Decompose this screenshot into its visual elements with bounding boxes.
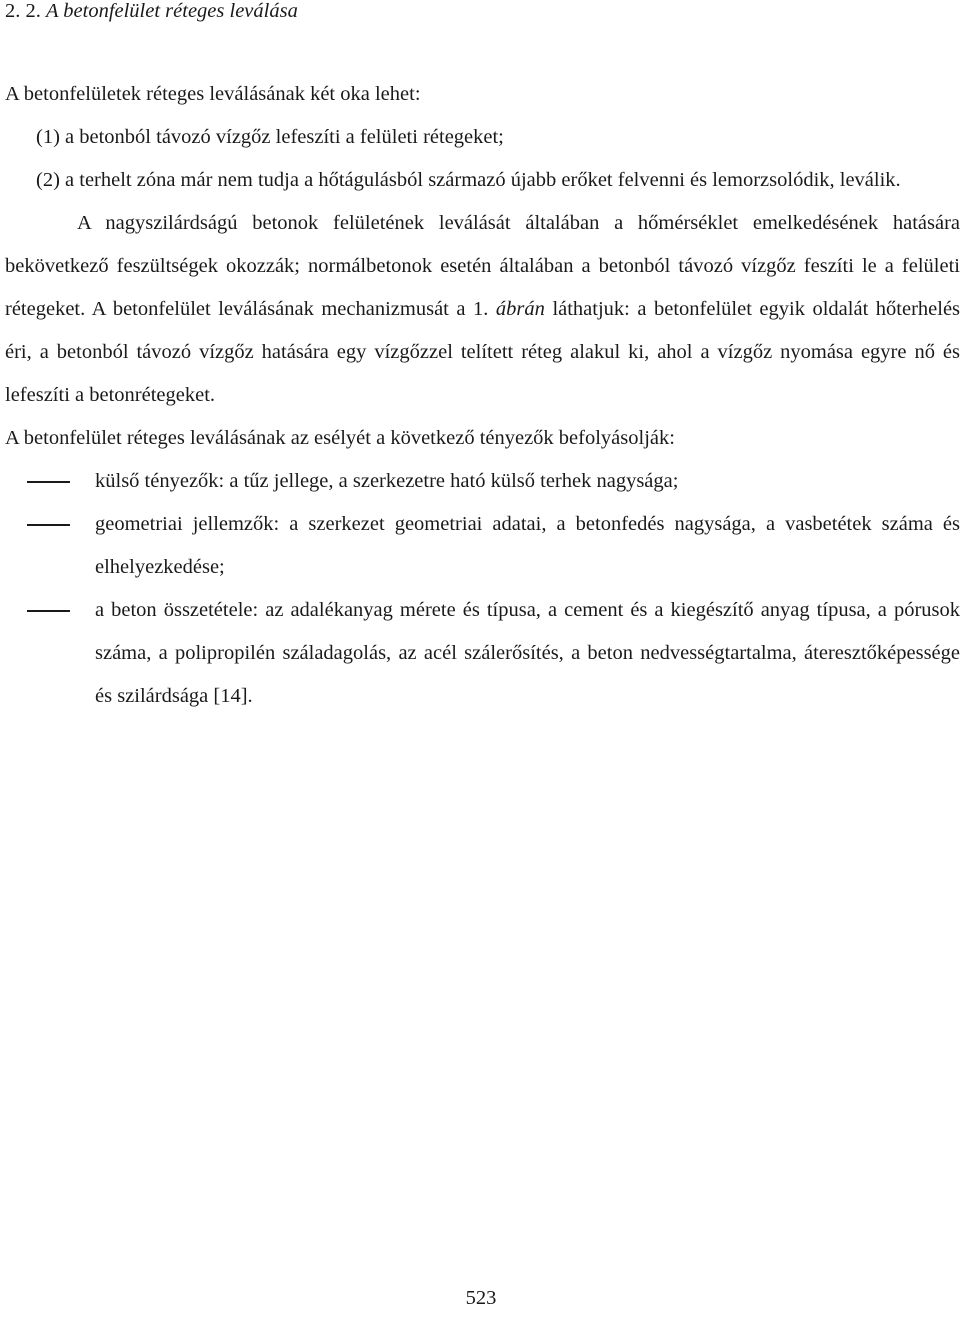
dash-bullet-icon: [27, 481, 70, 483]
intro-sentence: A betonfelületek réteges leválásának két oka lehet:: [5, 83, 421, 105]
list-item: [5, 503, 960, 589]
list-item-text: külső tényezők: a tűz jellege, a szerkezetre ható külső terhek nagysága;: [95, 470, 679, 492]
dash-bullet-icon: [27, 610, 70, 612]
section-heading: [5, 0, 298, 33]
cause-item: (1) a betonból távozó vízgőz lefeszíti a felületi rétegeket;: [36, 126, 504, 148]
factors-list: [5, 460, 960, 718]
paragraph-text-end: láthatjuk: a betonfelület egyik oldalát hőterhelés éri, a betonból távozó vízgőz hatására egy vízgőzzel telített réteg alakul ki, ahol a vízgőz nyomása egyre nő és lefeszíti a betonrétegeket.: [5, 298, 960, 406]
section-title: A betonfelület réteges leválása: [46, 0, 298, 22]
list-item: [5, 460, 960, 503]
dash-bullet-icon: [27, 524, 70, 526]
section-body: [5, 73, 960, 718]
list-item-text: geometriai jellemzők: a szerkezet geometriai adatai, a betonfedés nagysága, a vasbetétek száma és elhelyezkedése;: [95, 513, 960, 578]
mechanism-paragraph: [5, 202, 960, 417]
cause-item: (2) a terhelt zóna már nem tudja a hőtágulásból származó újabb erőket felvenni és lemorzsolódik, leválik.: [36, 169, 901, 191]
factors-intro: A betonfelület réteges leválásának az esélyét a következő tényezők befolyásolják:: [5, 427, 675, 449]
list-item: [5, 589, 960, 718]
figure-reference: ábrán: [495, 298, 545, 320]
paragraph-text-start: A nagyszilárdságú betonok felületének leválását általában a hőmérséklet emelkedésének hatására bekövetkező feszültségek okozzák; normálbetonok esetén általában a betonból távozó vízgőz feszíti le a felületi rétegeket. A betonfelület leválásának mechanizmusát a 1.: [5, 212, 960, 320]
page-number: 523: [465, 1287, 497, 1309]
list-item-text: a beton összetétele: az adalékanyag mérete és típusa, a cement és a kiegészítő anyag típusa, a pórusok száma, a polipropilén száladagolás, az acél szálerősítés, a beton nedvességtartalma, áteresztőképessége és szilárdsága [14].: [95, 599, 960, 707]
section-number: 2. 2.: [5, 0, 41, 22]
